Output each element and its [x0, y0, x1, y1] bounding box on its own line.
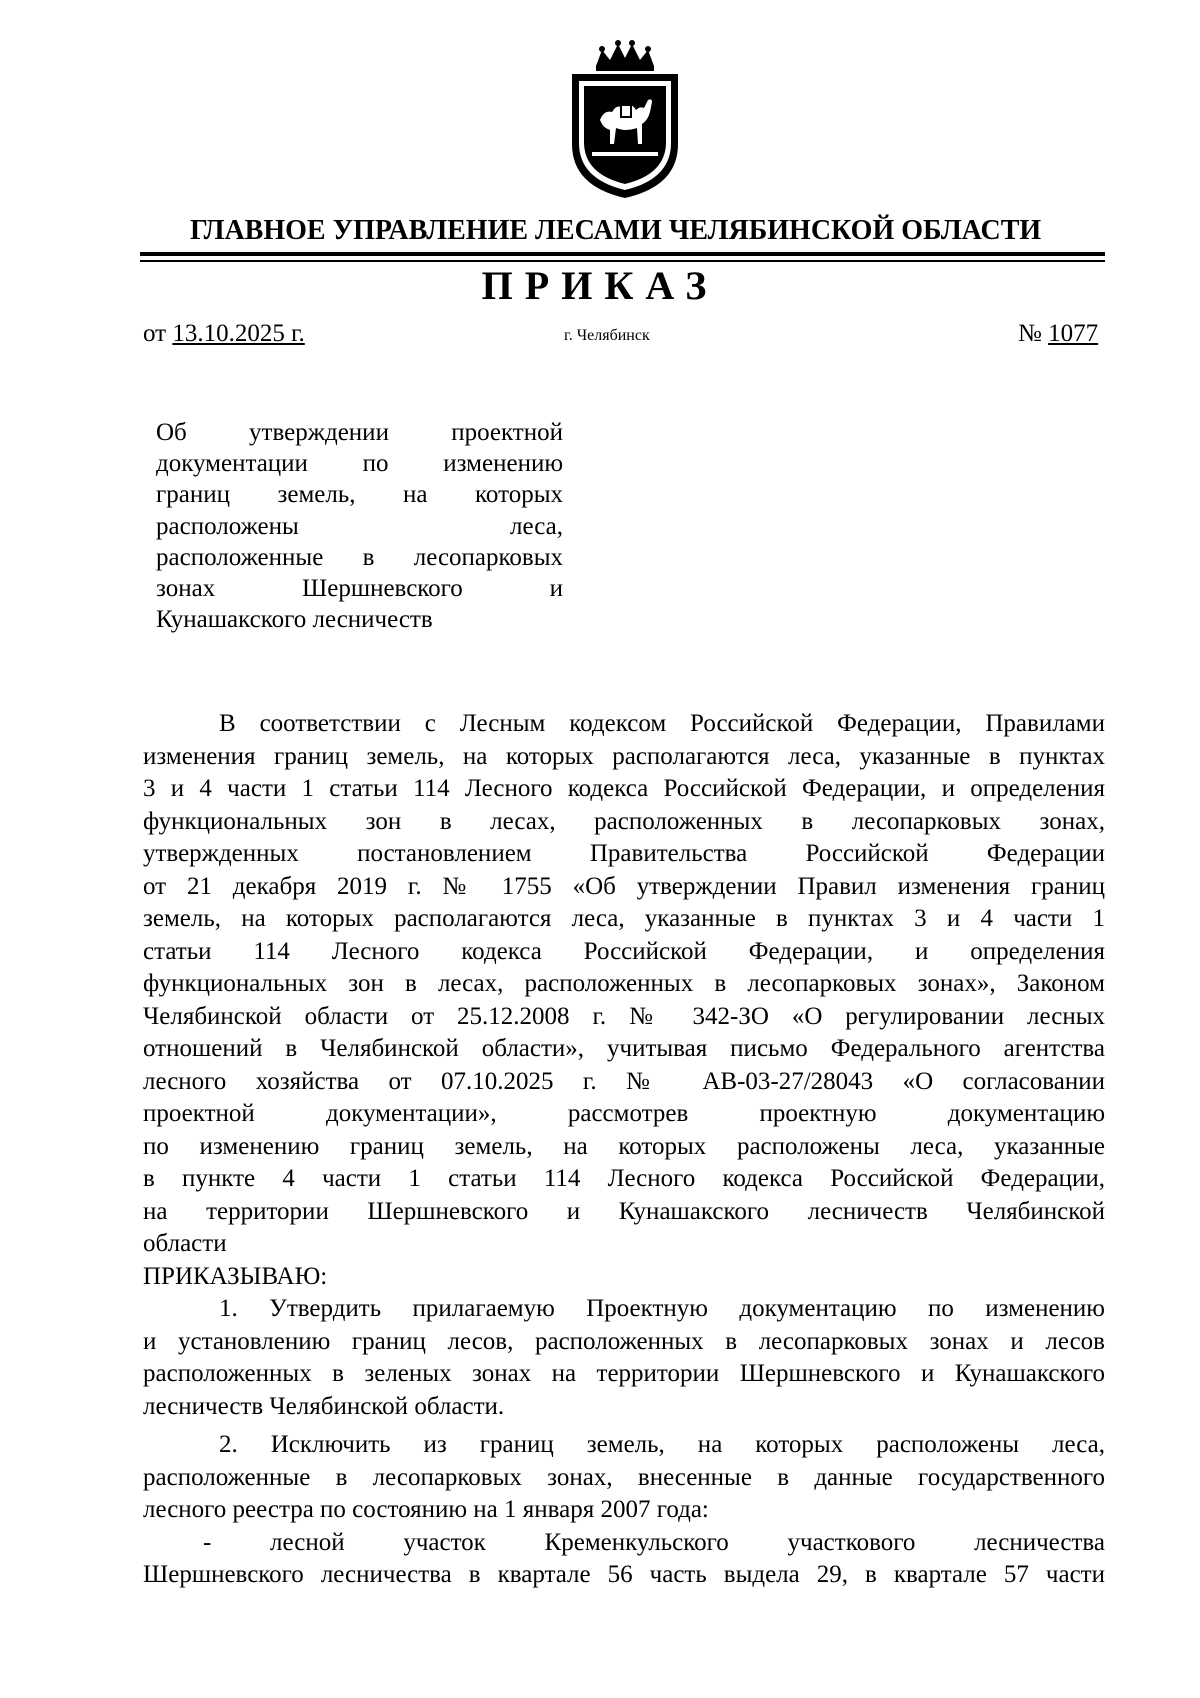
- order-city: г. Челябинск: [564, 327, 650, 344]
- body-line: по изменению границ земель, на которых расположены леса, указанные: [143, 1132, 1105, 1160]
- order-directive: ПРИКАЗЫВАЮ:: [143, 1262, 328, 1290]
- body-line: Челябинской области от 25.12.2008 г. № 342-ЗО «О регулировании лесных: [143, 1002, 1105, 1030]
- subject-line: расположенные в лесопарковых: [156, 543, 563, 571]
- date-prefix: от: [143, 320, 167, 347]
- body-line: 1. Утвердить прилагаемую Проектную документацию по изменению: [219, 1295, 1105, 1322]
- subject-line: расположены леса,: [156, 512, 563, 540]
- order-item-1: [143, 1293, 1105, 1423]
- order-item-2: [143, 1429, 1105, 1592]
- coat-of-arms-icon: [566, 40, 684, 200]
- body-line: лесного реестра по состоянию на 1 января 2007 года:: [143, 1496, 709, 1523]
- body-line: отношений в Челябинской области», учитывая письмо Федерального агентства: [143, 1035, 1105, 1062]
- body-line: Шершневского лесничества в квартале 56 часть выдела 29, в квартале 57 части: [143, 1561, 1105, 1588]
- body-line: в пункте 4 части 1 статьи 114 Лесного кодекса Российской Федерации,: [143, 1165, 1105, 1192]
- header-rule-thick: [140, 252, 1105, 256]
- body-line: утвержденных постановлением Правительства Российской Федерации: [143, 840, 1105, 867]
- subject-line: зонах Шершневского и: [156, 574, 563, 602]
- body-line: функциональных зон в лесах, расположенных в лесопарковых зонах,: [143, 807, 1105, 835]
- date-value: 13.10.2025 г.: [172, 320, 305, 347]
- order-subject: [156, 417, 563, 635]
- number-value: 1077: [1048, 320, 1099, 347]
- body-line: и установлению границ лесов, расположенных в лесопарковых зонах и лесов: [143, 1327, 1105, 1355]
- body-line: проектной документации», рассмотрев проектную документацию: [143, 1100, 1105, 1127]
- subject-line: границ земель, на которых: [156, 481, 563, 509]
- body-line: функциональных зон в лесах, расположенных в лесопарковых зонах», Законом: [143, 970, 1105, 997]
- body-line: области: [143, 1230, 227, 1257]
- order-date: [143, 318, 305, 350]
- preamble-paragraph: [143, 708, 1105, 1261]
- body-line: на территории Шершневского и Кунашакского лесничеств Челябинской: [143, 1197, 1105, 1225]
- body-line: расположенных в зеленых зонах на территории Шершневского и Кунашакского: [143, 1360, 1105, 1387]
- body-line: изменения границ земель, на которых располагаются леса, указанные в пунктах: [143, 742, 1105, 770]
- body-line: В соответствии с Лесным кодексом Российской Федерации, Правилами: [219, 710, 1105, 737]
- number-prefix: №: [1018, 320, 1042, 347]
- subject-line: документации по изменению: [156, 450, 563, 478]
- body-line: лесного хозяйства от 07.10.2025 г. № АВ-03-27/28043 «О согласовании: [143, 1067, 1105, 1095]
- subject-line: Об утверждении проектной: [156, 419, 563, 446]
- body-line: земель, на которых располагаются леса, указанные в пунктах 3 и 4 части 1: [143, 905, 1105, 932]
- organization-name: ГЛАВНОЕ УПРАВЛЕНИЕ ЛЕСАМИ ЧЕЛЯБИНСКОЙ ОБЛАСТИ: [190, 215, 1042, 246]
- body-line: от 21 декабря 2019 г. № 1755 «Об утверждении Правил изменения границ: [143, 872, 1105, 900]
- body-line: статьи 114 Лесного кодекса Российской Федерации, и определения: [143, 937, 1105, 965]
- body-line: расположенные в лесопарковых зонах, внесенные в данные государственного: [143, 1463, 1105, 1491]
- body-line: - лесной участок Кременкульского участкового лесничества: [203, 1528, 1105, 1556]
- document-type-title: ПРИКАЗ: [481, 263, 719, 308]
- body-line: лесничеств Челябинской области.: [143, 1392, 505, 1420]
- body-line: 2. Исключить из границ земель, на которых расположены леса,: [219, 1431, 1105, 1458]
- order-number: [1018, 318, 1098, 350]
- order-body: [143, 708, 1105, 1592]
- body-line: 3 и 4 части 1 статьи 114 Лесного кодекса Российской Федерации, и определения: [143, 775, 1105, 802]
- subject-line: Кунашакского лесничеств: [156, 606, 433, 634]
